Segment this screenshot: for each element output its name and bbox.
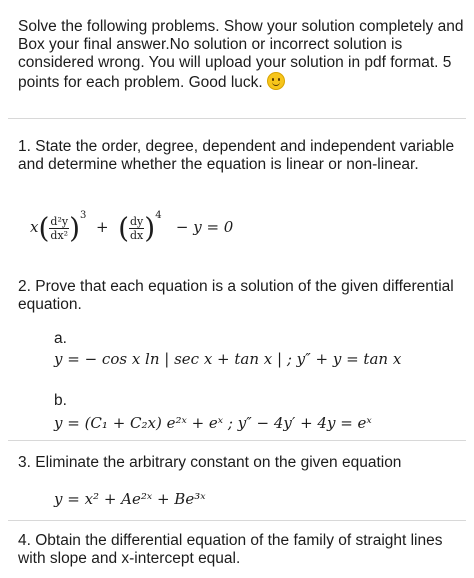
problem-2-title: 2. Prove that each equation is a solution of the given differential equation. <box>18 278 454 313</box>
problem-1-equation: x( $\frac{\text{d²y}}{\text{dx²}}$ )$^3$ + ( $\frac{dy}{dx}$ )$^4$ − y = 0 <box>30 210 234 245</box>
smile-icon <box>267 72 285 90</box>
problem-4-title: 4. Obtain the differential equation of the family of straight lines with slope and x-intercept equal. <box>18 532 443 567</box>
problem-1-title: 1. State the order, degree, dependent and independent variable and determine whether the equation is linear or non-linear. <box>18 138 455 173</box>
problem-2b-label: b. <box>54 392 67 409</box>
divider <box>8 520 466 521</box>
problem-2a-equation: y = − cos x ln | sec x + tan x | ; y″ + y = tan x <box>54 350 402 368</box>
instructions-text: Solve the following problems. Show your solution completely and Box your final answer.No solution or incorrect solution is considered wrong. You will upload your solution in pdf format. 5 points for each problem. Good luck. <box>18 18 464 91</box>
problem-2b-equation: y = (C₁ + C₂x) e²ˣ + eˣ ; y″ − 4y′ + 4y = eˣ <box>54 414 372 432</box>
divider <box>8 118 466 119</box>
problem-3-title: 3. Eliminate the arbitrary constant on the given equation <box>18 454 402 471</box>
problem-3-equation: y = x² + Ae²ˣ + Be³ˣ <box>54 490 206 508</box>
problem-2a-label: a. <box>54 330 67 347</box>
divider <box>8 440 466 441</box>
instructions <box>18 18 464 92</box>
